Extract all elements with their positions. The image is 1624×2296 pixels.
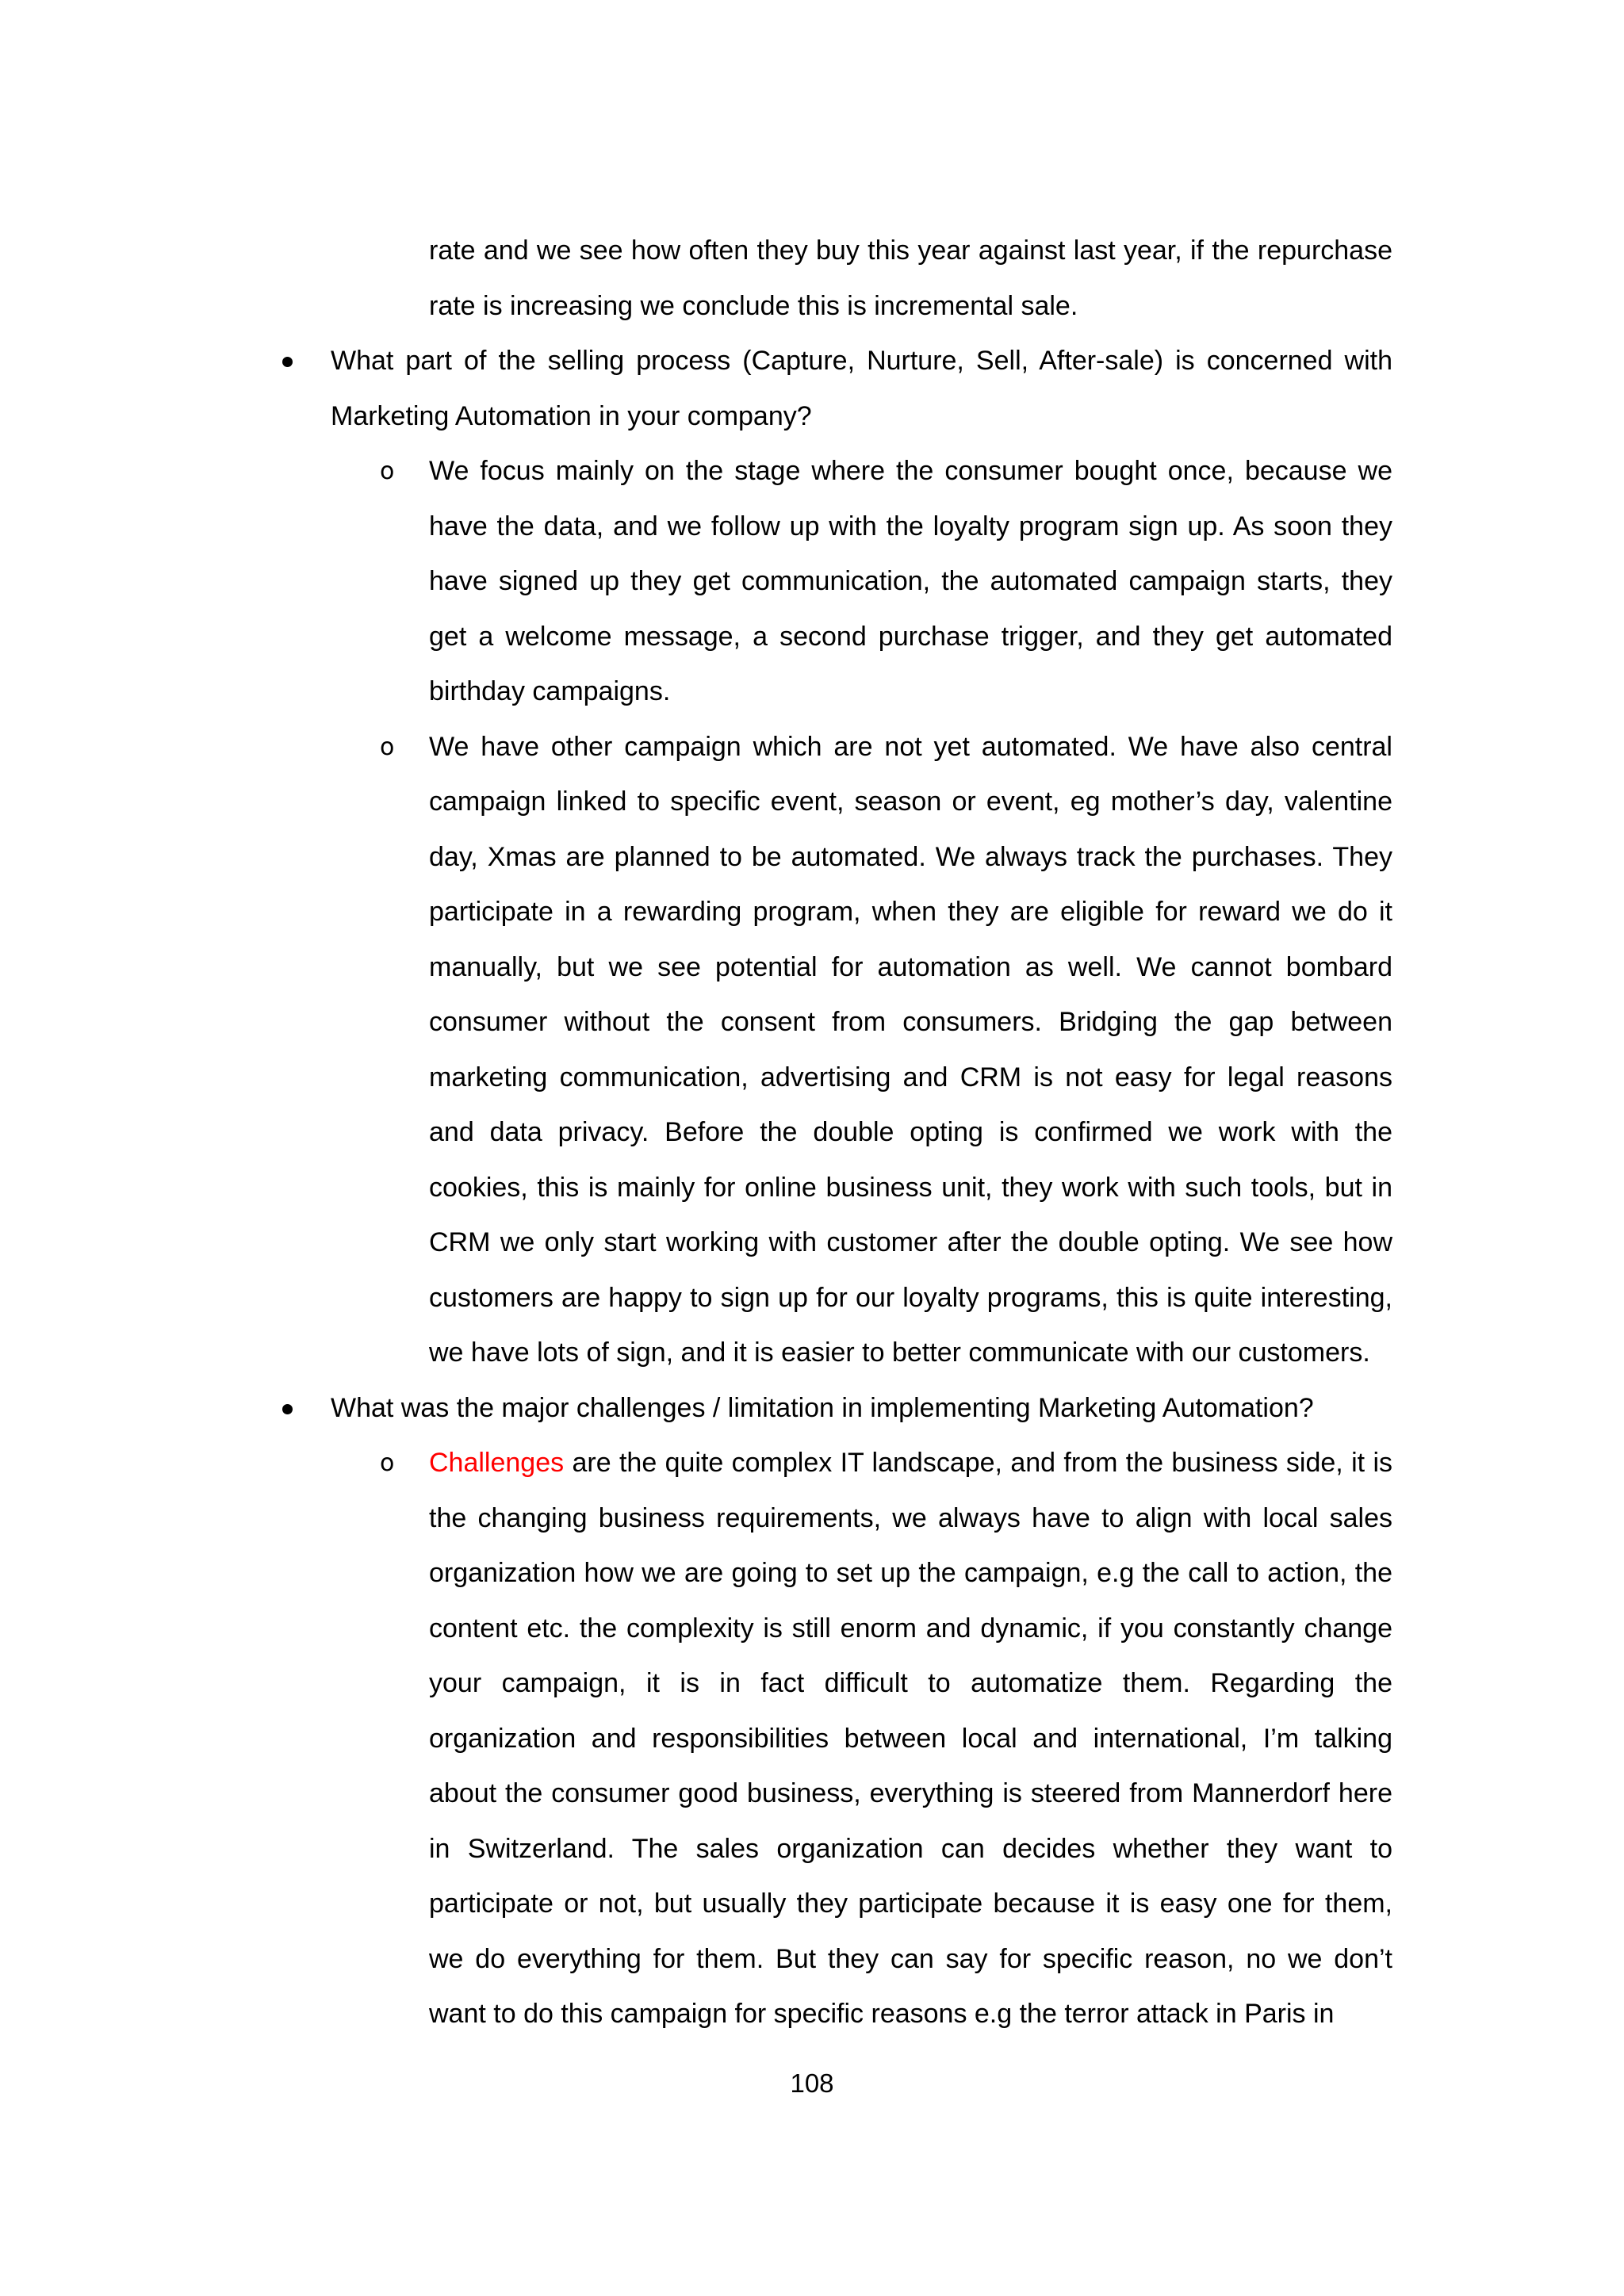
continuation-paragraph: rate and we see how often they buy this year against last year, if the repurchase rate is increasing we conclude this is incremental sale. (429, 235, 1392, 321)
answer-item (278, 444, 1392, 720)
page-number: 108 (790, 2068, 834, 2098)
answer-item (278, 1436, 1392, 2042)
bullet-circle-icon: o (380, 1449, 395, 1477)
bullet-dot-icon (278, 1381, 301, 1437)
answer-text: We have other campaign which are not yet automated. We have also central campaign linked to specific event, season or event, eg mother’s day, valentine day, Xmas are planned to be automated. We always track the purchases. They participate in a rewarding program, when they are eligible for reward we do it manually, but we see potential for automation as well. We cannot bombard consumer without the consent from consumers. Bridging the gap between marketing communication, advertising and CRM is not easy for legal reasons and data privacy. Before the double opting is confirmed we work with the cookies, this is mainly for online business unit, they work with such tools, but in CRM we only start working with customer after the double opting. We see how customers are happy to sign up for our loyalty programs, this is quite interesting, we have lots of sign, and it is easier to better communicate with our customers. (429, 731, 1392, 1368)
question-item-selling-process (278, 334, 1392, 444)
bullet-circle-icon: o (380, 457, 395, 485)
question-text: What part of the selling process (Capture, Nurture, Sell, After-sale) is concerned with Marketing Automation in your company? (331, 346, 1392, 431)
answer-item (278, 720, 1392, 1381)
answer-text: are the quite complex IT landscape, and from the business side, it is the changing business requirements, we always have to align with local sales organization how we are going to set up the campaign, e.g the call to action, the content etc. the complexity is still enorm and dynamic, if you constantly change your campaign, it is in fact difficult to automatize them. Regarding the organization and responsibilities between local and international, I’m talking about the consumer good business, everything is steered from Mannerdorf here in Switzerland. The sales organization can decides whether they want to participate or not, but usually they participate because it is easy one for them, we do everything for them. But they can say for specific reason, no we don’t want to do this campaign for specific reasons e.g the terror attack in Paris in (429, 1448, 1392, 2029)
bullet-dot-icon (278, 334, 301, 389)
highlighted-keyword: Challenges (429, 1448, 565, 1478)
question-item-challenges (278, 1381, 1392, 1437)
page-body (278, 224, 1392, 2042)
bullet-circle-icon: o (380, 733, 395, 761)
question-text: What was the major challenges / limitation in implementing Marketing Automation? (331, 1392, 1314, 1423)
answer-text: We focus mainly on the stage where the consumer bought once, because we have the data, and we follow up with the loyalty program sign up. As soon they have signed up they get communication, the automated campaign starts, they get a welcome message, a second purchase trigger, and they get automated birthday campaigns. (429, 456, 1392, 706)
